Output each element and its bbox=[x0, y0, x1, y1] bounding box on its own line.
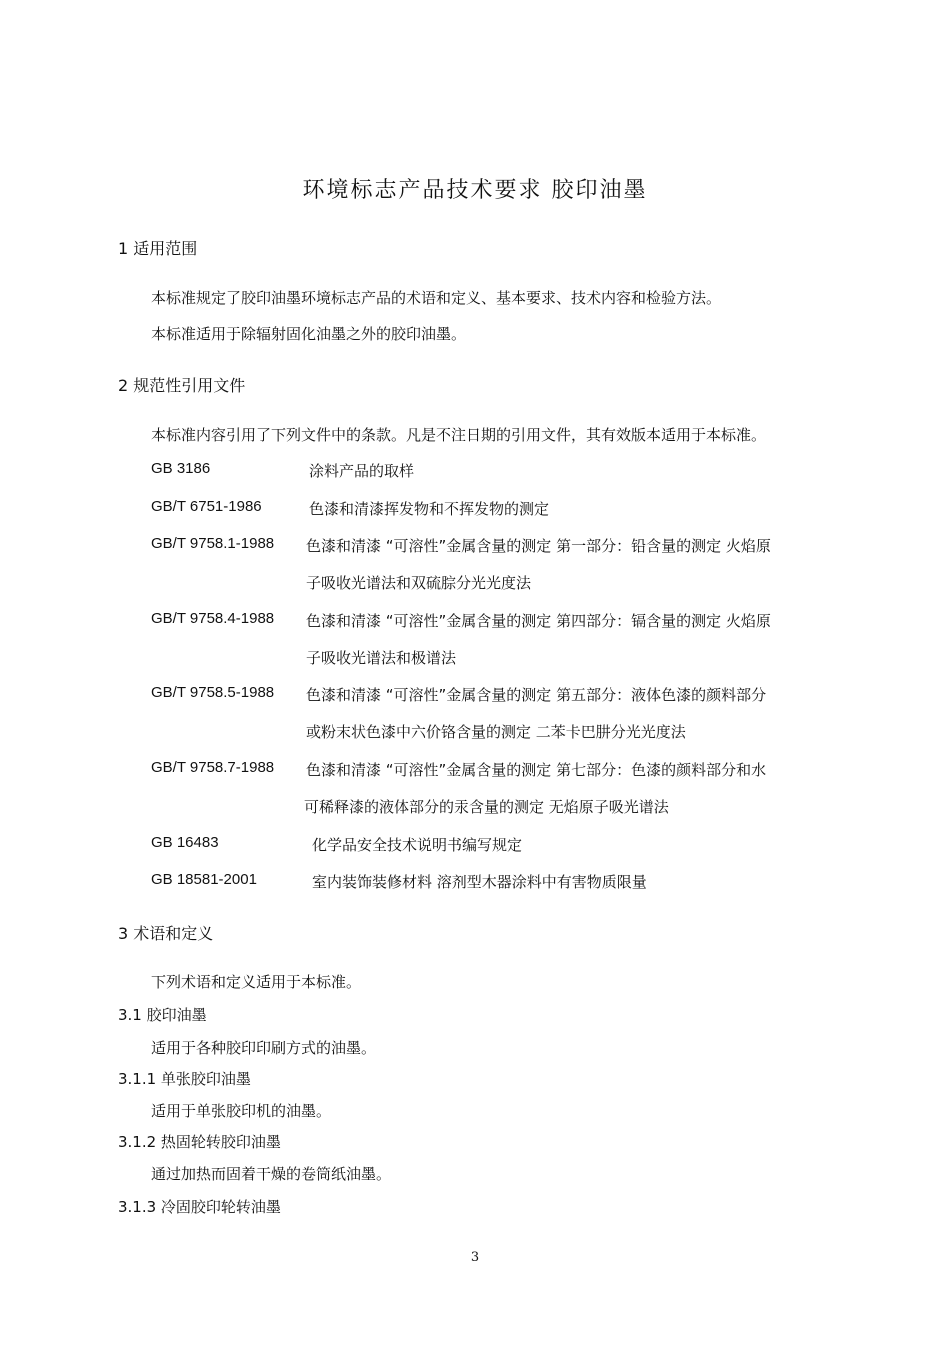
reference-title: 色漆和清漆 “可溶性”金属含量的测定 第一部分：铅含量的测定 火焰原 bbox=[306, 537, 771, 555]
term-3-1-2-definition: 通过加热而固着干燥的卷筒纸油墨。 bbox=[151, 1165, 392, 1183]
reference-code: GB 18581-2001 bbox=[151, 871, 257, 888]
reference-title: 化学品安全技术说明书编写规定 bbox=[312, 836, 523, 854]
term-3-1-1-title: 3.1.1 单张胶印油墨 bbox=[118, 1070, 251, 1088]
reference-title-continued: 子吸收光谱法和双硫腙分光光度法 bbox=[306, 574, 532, 592]
reference-code: GB/T 9758.5-1988 bbox=[151, 684, 275, 701]
reference-code: GB/T 6751-1986 bbox=[151, 498, 262, 515]
reference-title-continued: 或粉末状色漆中六价铬含量的测定 二苯卡巴肼分光光度法 bbox=[306, 723, 686, 741]
reference-code: GB/T 9758.1-1988 bbox=[151, 535, 275, 552]
reference-title: 色漆和清漆 “可溶性”金属含量的测定 第四部分：镉含量的测定 火焰原 bbox=[306, 612, 771, 630]
reference-code: GB 16483 bbox=[151, 834, 219, 851]
section-1-paragraph-1: 本标准规定了胶印油墨环境标志产品的术语和定义、基本要求、技术内容和检验方法。 bbox=[151, 289, 722, 307]
term-3-1-2-title: 3.1.2 热固轮转胶印油墨 bbox=[118, 1133, 281, 1151]
reference-title: 色漆和清漆挥发物和不挥发物的测定 bbox=[309, 500, 550, 518]
term-3-1-definition: 适用于各种胶印印刷方式的油墨。 bbox=[151, 1039, 377, 1057]
section-2-heading: 2 规范性引用文件 bbox=[118, 376, 246, 395]
reference-title: 色漆和清漆 “可溶性”金属含量的测定 第五部分：液体色漆的颜料部分 bbox=[306, 686, 767, 704]
section-1-paragraph-2: 本标准适用于除辐射固化油墨之外的胶印油墨。 bbox=[151, 325, 467, 343]
reference-code: GB/T 9758.7-1988 bbox=[151, 759, 275, 776]
reference-title-continued: 子吸收光谱法和极谱法 bbox=[306, 649, 457, 667]
section-3-heading: 3 术语和定义 bbox=[118, 924, 214, 943]
term-3-1-3-title: 3.1.3 冷固胶印轮转油墨 bbox=[118, 1198, 281, 1216]
reference-title: 涂料产品的取样 bbox=[309, 462, 415, 480]
reference-title-continued: 可稀释漆的液体部分的汞含量的测定 无焰原子吸光谱法 bbox=[304, 798, 669, 816]
page-number: 3 bbox=[470, 1250, 480, 1265]
term-3-1-1-definition: 适用于单张胶印机的油墨。 bbox=[151, 1102, 332, 1120]
section-1-heading: 1 适用范围 bbox=[118, 239, 198, 258]
section-2-intro: 本标准内容引用了下列文件中的条款。凡是不注日期的引用文件，其有效版本适用于本标准。 bbox=[151, 426, 767, 444]
document-title: 环境标志产品技术要求 胶印油墨 bbox=[302, 178, 648, 203]
reference-code: GB 3186 bbox=[151, 460, 211, 477]
reference-title: 色漆和清漆 “可溶性”金属含量的测定 第七部分：色漆的颜料部分和水 bbox=[306, 761, 767, 779]
reference-title: 室内装饰装修材料 溶剂型木器涂料中有害物质限量 bbox=[312, 873, 647, 891]
section-3-intro: 下列术语和定义适用于本标准。 bbox=[151, 973, 362, 991]
reference-code: GB/T 9758.4-1988 bbox=[151, 610, 275, 627]
term-3-1-title: 3.1 胶印油墨 bbox=[118, 1006, 207, 1024]
